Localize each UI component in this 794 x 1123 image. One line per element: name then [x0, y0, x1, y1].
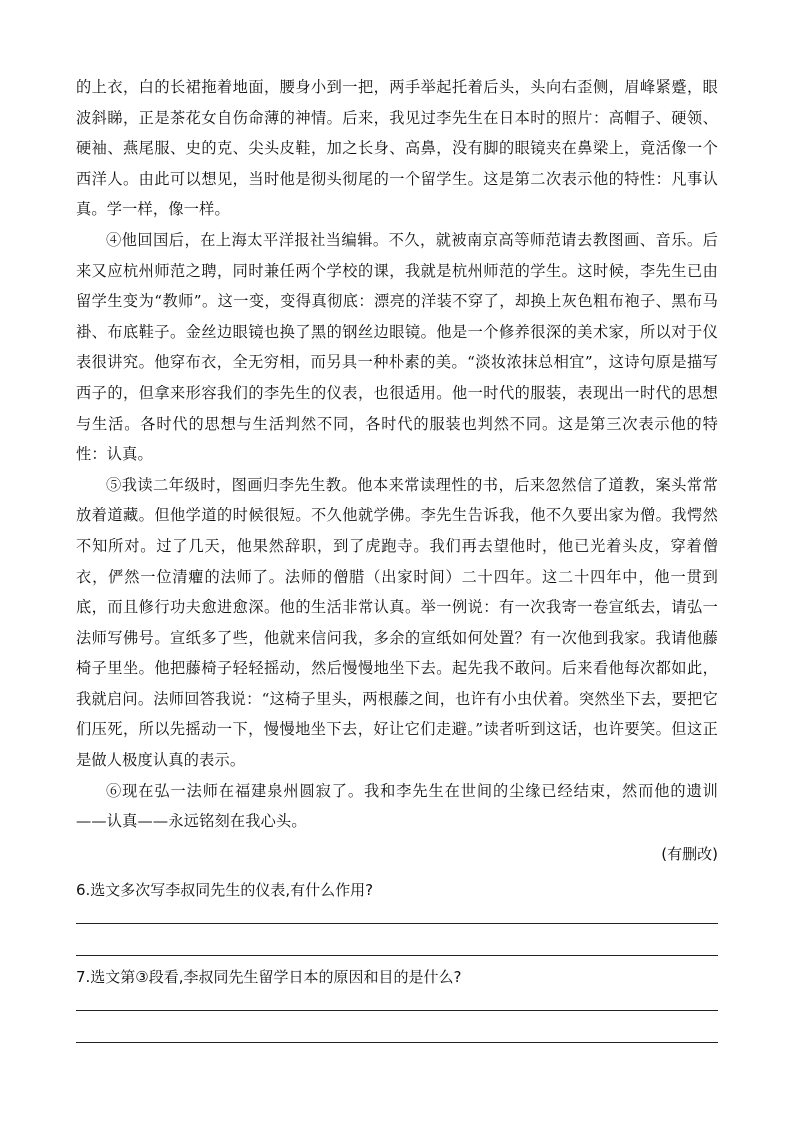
passage-paragraph-6: ⑥现在弘一法师在福建泉州圆寂了。我和李先生在世间的尘缘已经结束，然而他的遗训——认真——永远铭刻在我心头。	[76, 781, 718, 831]
answer-line[interactable]	[76, 905, 718, 924]
passage-paragraph-4: ④他回国后，在上海太平洋报社当编辑。不久，就被南京高等师范请去教图画、音乐。后来又应杭州师范之聘，同时兼任两个学校的课，我就是杭州师范的学生。这时候，李先生已由留学生变为“教师”。这一变，变得真彻底：漂亮的洋装不穿了，却换上灰色粗布袍子、黑布马褂、布底鞋子。金丝边眼镜也换了黑的钢丝边眼镜。他是一个修养很深的美术家，所以对于仪表很讲究。他穿布衣，全无穷相，而另具一种朴素的美。“淡妆浓抹总相宜”，这诗句原是描写西子的，但拿来形容我们的李先生的仪表，也很适用。他一时代的服装，表现出一时代的思想与生活。各时代的思想与生活判然不同，各时代的服装也判然不同。这是第三次表示他的特性：认真。	[76, 230, 718, 464]
question-7: 7.选文第③段看,李叔同先生留学日本的原因和目的是什么?	[76, 967, 462, 986]
passage-paragraph-3-continued: 的上衣，白的长裙拖着地面，腰身小到一把，两手举起托着后头，头向右歪侧，眉峰紧蹙，眼波斜睇，正是茶花女自伤命薄的神情。后来，我见过李先生在日本时的照片：高帽子、硬领、硬袖、燕尾服、史的克、尖头皮鞋，加之长身、高鼻，没有脚的眼镜夹在鼻梁上，竟活像一个西洋人。由此可以想见，当时他是彻头彻尾的一个留学生。这是第二次表示他的特性：凡事认真。学一样，像一样。	[76, 78, 718, 219]
answer-area-7[interactable]	[76, 992, 718, 1043]
source-note: (有删改)	[661, 844, 718, 863]
answer-line[interactable]	[76, 992, 718, 1011]
document-page	[76, 72, 718, 1049]
answer-line[interactable]	[76, 924, 718, 956]
answer-area-6[interactable]	[76, 905, 718, 956]
passage-paragraph-5: ⑤我读二年级时，图画归李先生教。他本来常读理性的书，后来忽然信了道教，案头常常放着道藏。但他学道的时候很短。不久他就学佛。李先生告诉我，他不久要出家为僧。我愕然不知所对。过了几天，他果然辞职，到了虎跑寺。我们再去望他时，他已光着头皮，穿着僧衣，俨然一位清癯的法师了。法师的僧腊（出家时间）二十四年。这二十四年中，他一贯到底，而且修行功夫愈进愈深。他的生活非常认真。举一例说：有一次我寄一卷宣纸去，请弘一法师写佛号。宣纸多了些，他就来信问我，多余的宣纸如何处置？有一次他到我家。我请他藤椅子里坐。他把藤椅子轻轻摇动，然后慢慢地坐下去。起先我不敢问。后来看他每次都如此，我就启问。法师回答我说：“这椅子里头，两根藤之间，也许有小虫伏着。突然坐下去，要把它们压死，所以先摇动一下，慢慢地坐下去，好让它们走避。”读者听到这话，也许要笑。但这正是做人极度认真的表示。	[76, 475, 718, 770]
answer-line[interactable]	[76, 1011, 718, 1043]
question-6: 6.选文多次写李叔同先生的仪表,有什么作用?	[76, 880, 374, 899]
